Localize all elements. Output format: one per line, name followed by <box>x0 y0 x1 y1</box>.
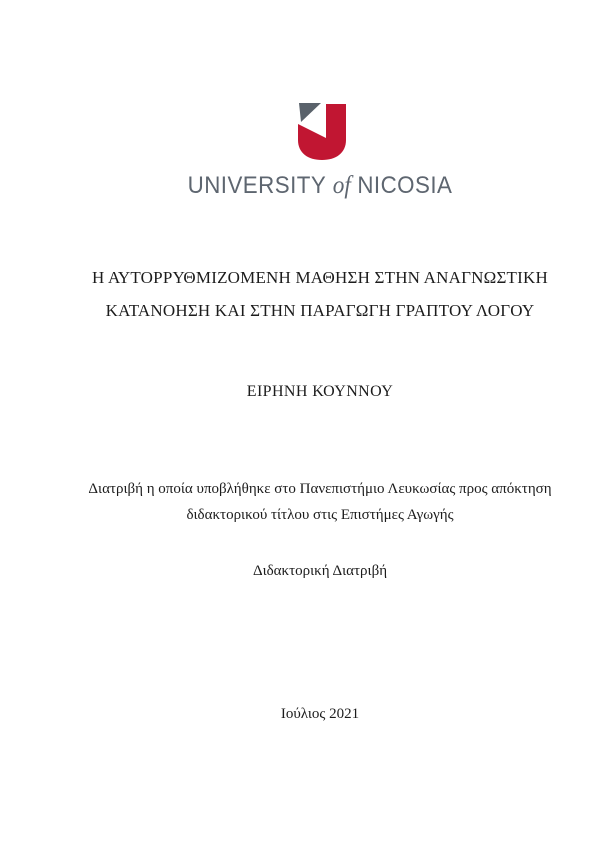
submission-line-1: Διατριβή η οποία υποβλήθηκε στο Πανεπιστήμιο Λευκωσίας προς απόκτηση <box>88 481 552 497</box>
author-name: ΕΙΡΗΝΗ ΚΟΥΝΝΟΥ <box>246 383 394 400</box>
wordmark-university: UNIVERSITY <box>187 172 327 199</box>
submission-line-2: διδακτορικού τίτλου στις Επιστήμες Αγωγής <box>186 506 454 523</box>
wordmark-of: of <box>332 172 351 199</box>
thesis-title-line-2: ΚΑΤΑΝΟΗΣΗ ΚΑΙ ΣΤΗΝ ΠΑΡΑΓΩΓΗ ΓΡΑΠΤΟΥ ΛΟΓΟΥ <box>105 301 535 320</box>
thesis-type-label: Διδακτορική Διατριβή <box>252 563 388 579</box>
university-wordmark <box>22 172 600 200</box>
wordmark-nicosia: NICOSIA <box>357 172 453 199</box>
thesis-title <box>0 261 600 327</box>
date-label: Ιούλιος 2021 <box>280 706 360 722</box>
submission-statement <box>0 477 600 528</box>
university-of-nicosia-logo-icon <box>296 100 348 162</box>
logo-gray-triangle <box>299 103 321 122</box>
thesis-title-line-1: Η ΑΥΤΟΡΡΥΘΜΙΖΟΜΕΝΗ ΜΑΘΗΣΗ ΣΤΗΝ ΑΝΑΓΝΩΣΤΙΚΗ <box>92 268 548 287</box>
